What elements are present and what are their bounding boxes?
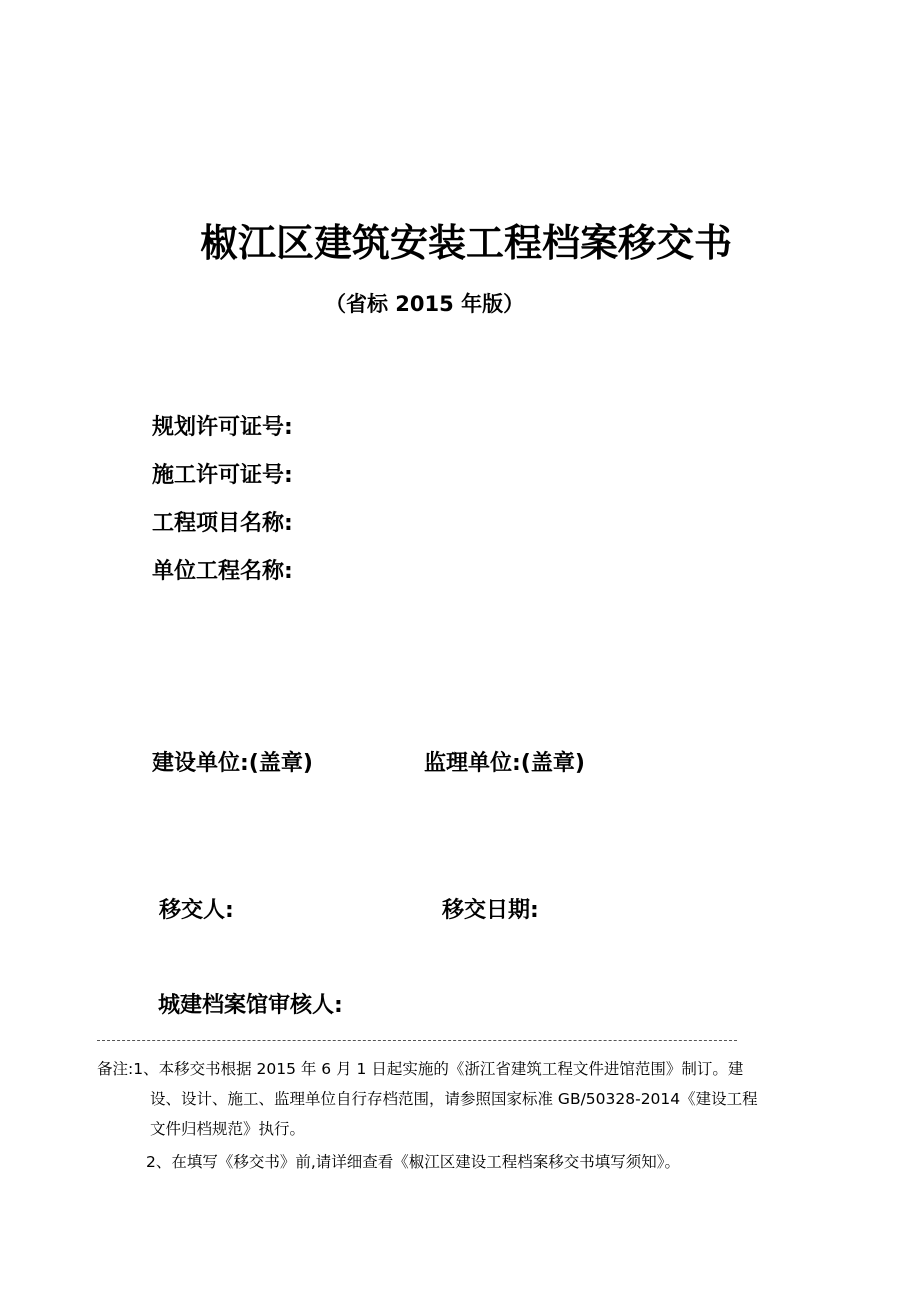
note-line-3: 文件归档规范》执行。	[150, 1120, 306, 1138]
document-title: 椒江区建筑安装工程档案移交书	[199, 221, 732, 265]
dashed-separator	[97, 1040, 737, 1041]
supervisor-seal-label: 监理单位:(盖章)	[424, 751, 585, 776]
note-line-2: 设、设计、施工、监理单位自行存档范围，请参照国家标准 GB/50328-2014《建设工程	[150, 1090, 758, 1108]
construction-permit-label: 施工许可证号:	[152, 463, 293, 488]
unit-project-name-label: 单位工程名称:	[152, 559, 293, 584]
planning-permit-label: 规划许可证号:	[152, 415, 293, 440]
note-line-4: 2、在填写《移交书》前,请详细查看《椒江区建设工程档案移交书填写须知》。	[146, 1153, 681, 1171]
archive-reviewer-label: 城建档案馆审核人:	[158, 993, 343, 1018]
developer-seal-label: 建设单位:(盖章)	[152, 751, 313, 776]
transferor-label: 移交人:	[159, 898, 234, 923]
project-name-label: 工程项目名称:	[152, 511, 293, 536]
transfer-date-label: 移交日期:	[442, 898, 539, 923]
note-line-1: 备注:1、本移交书根据 2015 年 6 月 1 日起实施的《浙江省建筑工程文件进馆范围》制订。建	[97, 1060, 744, 1078]
document-subtitle: （省标 2015 年版）	[325, 292, 525, 316]
